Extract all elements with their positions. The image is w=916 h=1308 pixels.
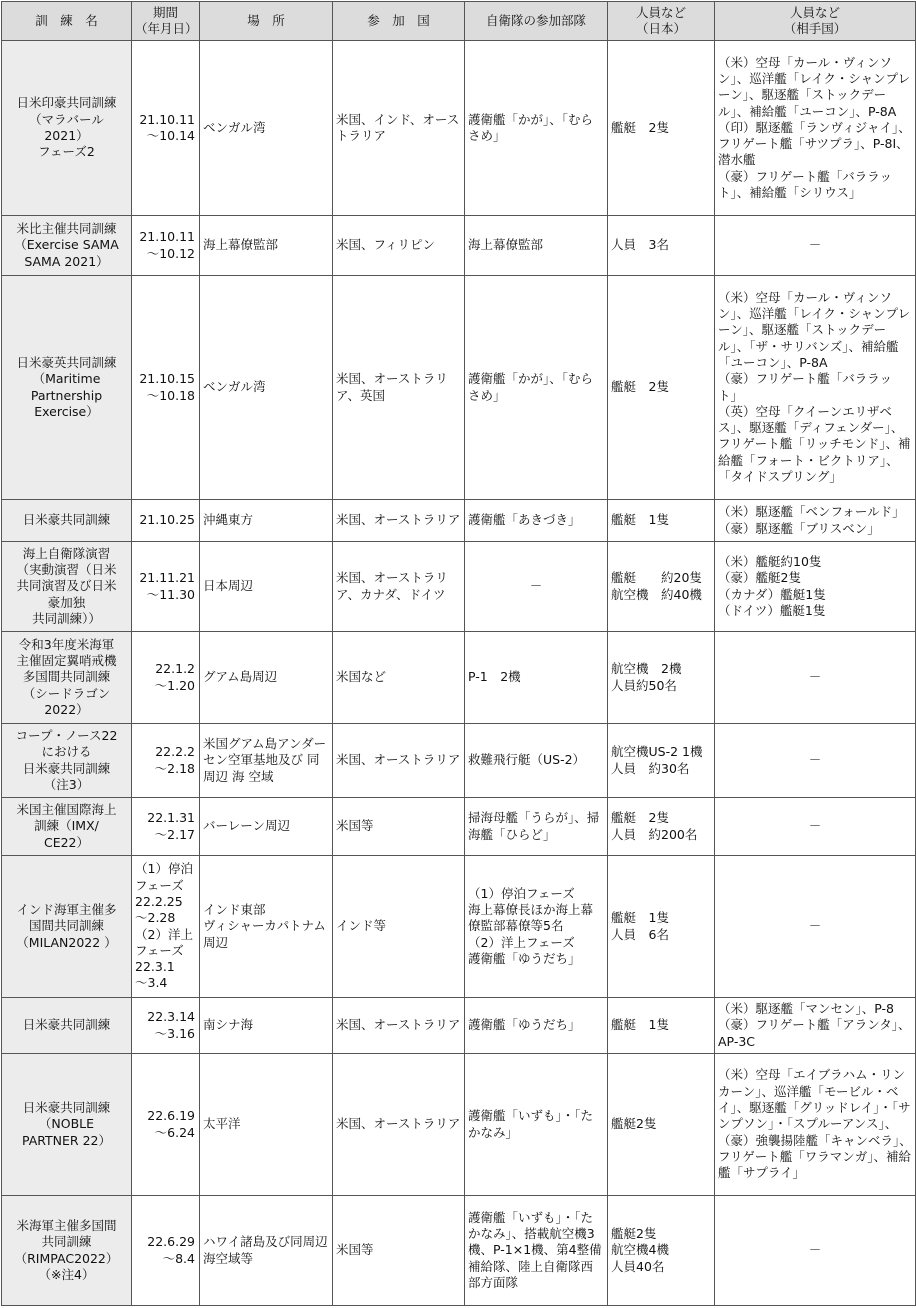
exercise-countries: 米国、オーストラリア	[333, 500, 465, 542]
header-personnel-partner: 人員など （相手国）	[715, 2, 916, 41]
exercise-name: 米海軍主催多国間 共同訓練 （RIMPAC2022） （※注4）	[2, 1196, 132, 1306]
exercise-name: 日米印豪共同訓練 （マラバール 2021） フェーズ2	[2, 41, 132, 216]
exercise-sdf-units: 海上幕僚監部	[465, 216, 608, 276]
table-row	[2, 856, 916, 998]
exercise-sdf-units: P-1 2機	[465, 632, 608, 724]
exercise-personnel-japan: 艦艇 約20隻 航空機 約40機	[608, 542, 715, 632]
table-row	[2, 798, 916, 856]
exercise-countries: 米国等	[333, 798, 465, 856]
exercise-place: グアム島周辺	[200, 632, 333, 724]
exercise-name: 日米豪共同訓練	[2, 500, 132, 542]
table-row	[2, 1196, 916, 1306]
header-name: 訓 練 名	[2, 2, 132, 41]
exercise-personnel-japan: 艦艇 1隻	[608, 500, 715, 542]
exercise-place: 海上幕僚監部	[200, 216, 333, 276]
exercise-sdf-units: 掃海母艦「うらが」、掃海艦「ひらど」	[465, 798, 608, 856]
exercise-place: 南シナ海	[200, 998, 333, 1054]
exercise-personnel-partner: （米）空母「エイブラハム・リンカーン」、巡洋艦「モービル・ベイ」、駆逐艦「グリッドレイ」・「サンプソン」・「スプルーアンス」、（豪）強襲揚陸艦「キャンベラ」、フリゲート艦「ワラマンガ」、補給艦「サプライ」	[715, 1054, 916, 1196]
exercise-personnel-partner: （米）空母「カール・ヴィンソン」、巡洋艦「レイク・シャンプレーン」、駆逐艦「ストックデール」、「ザ・サリバンズ」、補給艦「ユーコン」、P-8A （豪）フリゲート艦「バララット」 （英）空母「クイーンエリザベス」、駆逐艦「ディフェンダー」、フリゲート艦「リッチモンド」、補給艦「フォート・ビクトリア」、「タイドスプリング」	[715, 276, 916, 500]
exercise-name: 米国主催国際海上 訓練（IMX/ CE22）	[2, 798, 132, 856]
exercise-place: インド東部 ヴィシャーカパトナム周辺	[200, 856, 333, 998]
exercise-sdf-units: 護衛艦「いずも」・「たかなみ」	[465, 1054, 608, 1196]
exercise-personnel-partner: －	[715, 632, 916, 724]
exercise-personnel-partner: －	[715, 798, 916, 856]
exercise-countries: 米国など	[333, 632, 465, 724]
table-row	[2, 724, 916, 798]
header-personnel-japan: 人員など （日本）	[608, 2, 715, 41]
exercise-personnel-partner: －	[715, 1196, 916, 1306]
exercise-sdf-units: 護衛艦「あきづき」	[465, 500, 608, 542]
table-row	[2, 500, 916, 542]
table-row	[2, 632, 916, 724]
exercise-sdf-units: （1）停泊フェーズ 海上幕僚長ほか海上幕僚監部幕僚等5名 （2）洋上フェーズ 護衛艦「ゆうだち」	[465, 856, 608, 998]
exercise-personnel-japan: 艦艇2隻 航空機4機 人員40名	[608, 1196, 715, 1306]
exercise-name: 日米豪共同訓練	[2, 998, 132, 1054]
exercise-personnel-partner: （米）駆逐艦「マンセン」、P-8 （豪）フリゲート艦「アランタ」、AP-3C	[715, 998, 916, 1054]
exercise-period: 22.6.29 ～8.4	[132, 1196, 200, 1306]
exercise-personnel-partner: （米）駆逐艦「ベンフォールド」 （豪）駆逐艦「ブリスベン」	[715, 500, 916, 542]
exercise-place: ハワイ諸島及び同周辺海空域等	[200, 1196, 333, 1306]
exercise-period: 22.1.2 ～1.20	[132, 632, 200, 724]
exercise-place: バーレーン周辺	[200, 798, 333, 856]
exercise-countries: 米国、フィリピン	[333, 216, 465, 276]
exercise-period: 22.3.14 ～3.16	[132, 998, 200, 1054]
table-row	[2, 41, 916, 216]
exercise-name: 日米豪英共同訓練 （Maritime Partnership Exercise）	[2, 276, 132, 500]
exercise-countries: 米国、オーストラリア	[333, 998, 465, 1054]
table-row	[2, 1054, 916, 1196]
exercise-name: 米比主催共同訓練 （Exercise SAMA SAMA 2021）	[2, 216, 132, 276]
exercise-table	[1, 1, 916, 1306]
exercise-personnel-japan: 艦艇 2隻	[608, 41, 715, 216]
table-row	[2, 542, 916, 632]
exercise-name: 海上自衛隊演習 （実動演習（日米 共同演習及び日米 豪加独 共同訓練））	[2, 542, 132, 632]
exercise-place: 日本周辺	[200, 542, 333, 632]
exercise-name: 令和3年度米海軍 主催固定翼哨戒機 多国間共同訓練 （シードラゴン 2022）	[2, 632, 132, 724]
exercise-period: 21.10.11 ～10.12	[132, 216, 200, 276]
exercise-place: 沖縄東方	[200, 500, 333, 542]
header-period: 期間 （年月日）	[132, 2, 200, 41]
exercise-personnel-partner: －	[715, 216, 916, 276]
exercise-countries: 米国、オーストラリア、カナダ、ドイツ	[333, 542, 465, 632]
exercise-period: 22.1.31 ～2.17	[132, 798, 200, 856]
exercise-place: ベンガル湾	[200, 41, 333, 216]
exercise-personnel-japan: 艦艇 1隻 人員 6名	[608, 856, 715, 998]
exercise-sdf-units: 救難飛行艇（US-2）	[465, 724, 608, 798]
exercise-personnel-partner: （米）艦艇約10隻 （豪）艦艇2隻 （カナダ）艦艇1隻 （ドイツ）艦艇1隻	[715, 542, 916, 632]
exercise-personnel-japan: 航空機 2機 人員約50名	[608, 632, 715, 724]
exercise-period: 21.10.15 ～10.18	[132, 276, 200, 500]
exercise-sdf-units: －	[465, 542, 608, 632]
exercise-personnel-partner: －	[715, 724, 916, 798]
exercise-sdf-units: 護衛艦「ゆうだち」	[465, 998, 608, 1054]
exercise-period: （1）停泊 フェーズ 22.2.25 ～2.28 （2）洋上 フェーズ 22.3.1 ～3.4	[132, 856, 200, 998]
exercise-name: 日米豪共同訓練 （NOBLE PARTNER 22）	[2, 1054, 132, 1196]
exercise-sdf-units: 護衛艦「かが」、「むらさめ」	[465, 41, 608, 216]
exercise-countries: 米国、オーストラリア	[333, 1054, 465, 1196]
exercise-personnel-japan: 艦艇 2隻	[608, 276, 715, 500]
exercise-name: コープ・ノース22 における 日米豪共同訓練 （注3）	[2, 724, 132, 798]
exercise-countries: 米国、インド、オーストラリア	[333, 41, 465, 216]
exercise-personnel-japan: 航空機US-2 1機 人員 約30名	[608, 724, 715, 798]
exercise-personnel-partner: （米）空母「カール・ヴィンソン」、巡洋艦「レイク・シャンプレーン」、駆逐艦「ストックデール」、補給艦「ユーコン」、P-8A （印）駆逐艦「ランヴィジャイ」、フリゲート艦「サツプラ」、P-8I、潜水艦 （豪）フリゲート艦「バララット」、補給艦「シリウス」	[715, 41, 916, 216]
exercise-personnel-japan: 艦艇 1隻	[608, 998, 715, 1054]
exercise-sdf-units: 護衛艦「いずも」・「たかなみ」、搭載航空機3機、P-1×1機、第4整備補給隊、陸上自衛隊西部方面隊	[465, 1196, 608, 1306]
exercise-period: 22.6.19 ～6.24	[132, 1054, 200, 1196]
exercise-period: 21.11.21 ～11.30	[132, 542, 200, 632]
exercise-place: 太平洋	[200, 1054, 333, 1196]
exercise-period: 22.2.2 ～2.18	[132, 724, 200, 798]
exercise-countries: 米国、オーストラリア	[333, 724, 465, 798]
exercise-period: 21.10.25	[132, 500, 200, 542]
exercise-personnel-japan: 人員 3名	[608, 216, 715, 276]
exercise-period: 21.10.11 ～10.14	[132, 41, 200, 216]
exercise-personnel-japan: 艦艇2隻	[608, 1054, 715, 1196]
exercise-countries: インド等	[333, 856, 465, 998]
exercise-countries: 米国、オーストラリア、英国	[333, 276, 465, 500]
exercise-name: インド海軍主催多 国間共同訓練 （MILAN2022 ）	[2, 856, 132, 998]
table-row	[2, 216, 916, 276]
exercise-personnel-japan: 艦艇 2隻 人員 約200名	[608, 798, 715, 856]
exercise-sdf-units: 護衛艦「かが」、「むらさめ」	[465, 276, 608, 500]
header-sdf-units: 自衛隊の参加部隊	[465, 2, 608, 41]
table-row	[2, 998, 916, 1054]
exercise-personnel-partner: －	[715, 856, 916, 998]
table-row	[2, 276, 916, 500]
header-row	[2, 2, 916, 41]
exercise-countries: 米国等	[333, 1196, 465, 1306]
exercise-place: ベンガル湾	[200, 276, 333, 500]
header-countries: 参 加 国	[333, 2, 465, 41]
exercise-place: 米国グアム島アンダーセン空軍基地及び 同周辺 海 空域	[200, 724, 333, 798]
header-place: 場 所	[200, 2, 333, 41]
